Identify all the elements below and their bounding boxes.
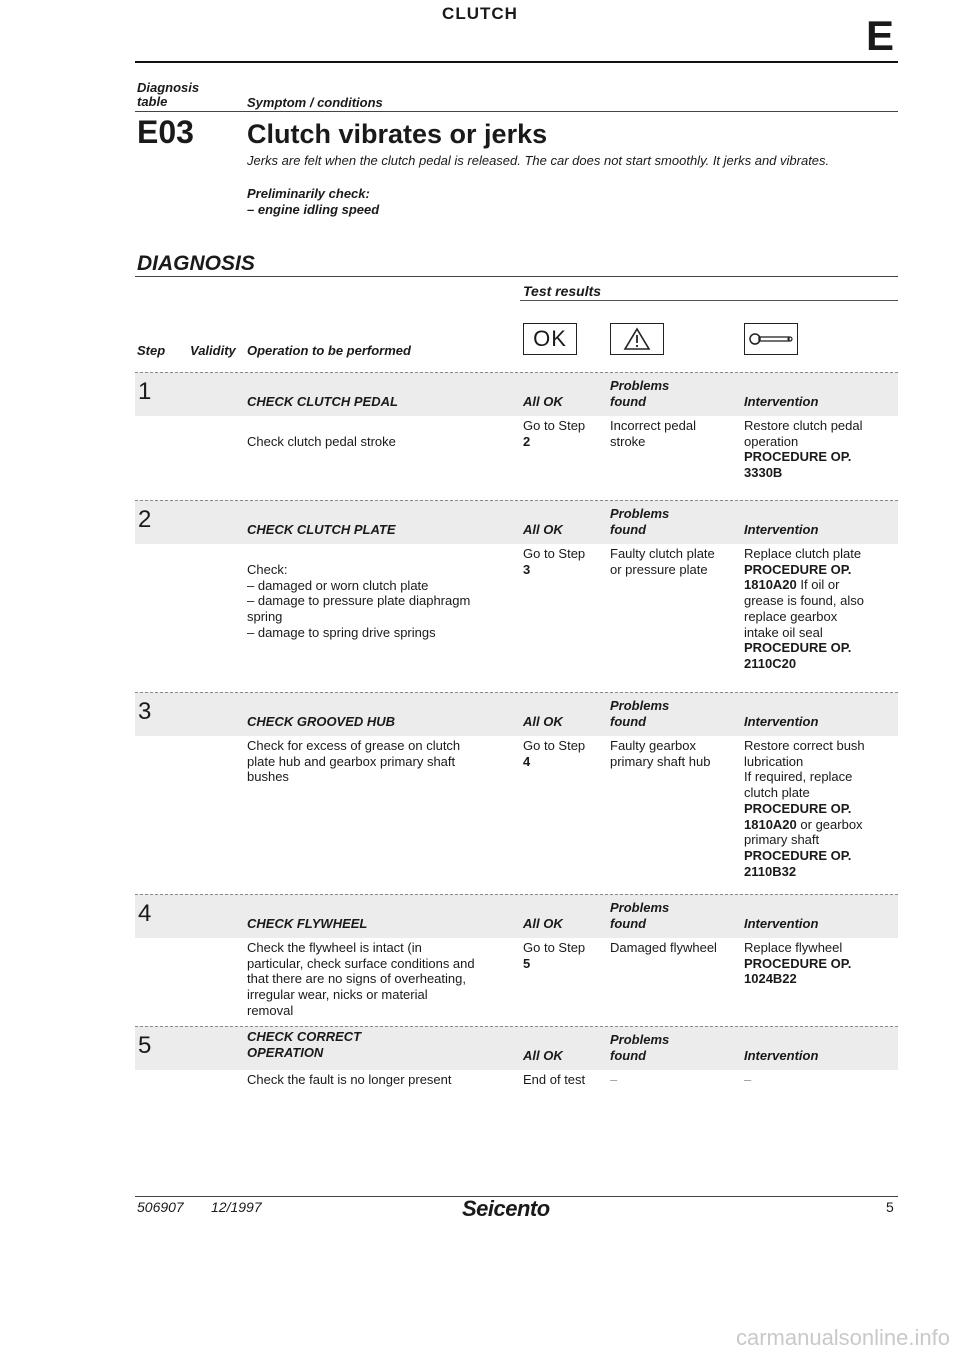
intervention-text: [744, 418, 898, 481]
preliminary-check: Preliminarily check: – engine idling speed: [247, 186, 380, 217]
intervention-part: If oil or grease is found, also replace gearbox intake oil seal: [744, 577, 864, 640]
procedure-ref: PROCEDURE OP. 2110C20: [744, 640, 852, 671]
section-letter: E: [866, 12, 895, 59]
ok-label: OK: [533, 326, 567, 351]
intervention-text: [744, 940, 898, 987]
intervention-text: [744, 1072, 898, 1088]
col-step: Step: [137, 343, 166, 358]
procedure-ref: PROCEDURE OP. 1024B22: [744, 955, 852, 987]
ok-next-step: 5: [523, 955, 531, 971]
ok-result: [523, 1072, 605, 1088]
ok-result: [523, 418, 605, 449]
header-rule: [135, 61, 898, 63]
ok-result-text: Go to Step: [523, 546, 586, 561]
intervention-text: [744, 546, 898, 672]
intervention-label: Intervention: [744, 522, 819, 537]
all-ok-label: All OK: [523, 916, 563, 931]
ok-result-text: Go to Step: [523, 940, 586, 955]
problems-found-label: Problems found: [610, 1032, 670, 1063]
operation-text: Check: – damaged or worn clutch plate – damage to pressure plate diaphragm spring – damage to spring drive springs: [247, 562, 471, 640]
intervention-part: Replace clutch plate: [744, 546, 862, 561]
step-heading: CHECK CLUTCH PEDAL: [247, 394, 398, 409]
symptom-conditions-label: Symptom / conditions: [247, 95, 383, 110]
diagnosis-table-label: Diagnosis table: [137, 80, 200, 109]
problems-found-label: Problems found: [610, 900, 670, 931]
procedure-ref: PROCEDURE OP. 1810A20: [744, 800, 852, 832]
col-operation: Operation to be performed: [247, 343, 411, 358]
test-results-label: Test results: [523, 283, 602, 299]
doc-date: 12/1997: [211, 1199, 262, 1215]
ok-result-text: Go to Step: [523, 418, 586, 433]
procedure-ref: PROCEDURE OP. 2110B32: [744, 847, 852, 879]
step-number: 5: [138, 1032, 152, 1059]
brand-logo: Seicento: [462, 1196, 550, 1221]
ok-next-step: 2: [523, 433, 531, 449]
intervention-label: Intervention: [744, 394, 819, 409]
intervention-part: Restore clutch pedal operation: [744, 418, 863, 449]
fault-description: Jerks are felt when the clutch pedal is released. The car does not start smoothly. It jerks and vibrates.: [247, 153, 830, 168]
ok-result: [523, 546, 605, 577]
problem-text: Damaged flywheel: [610, 940, 717, 955]
intervention-label: Intervention: [744, 916, 819, 931]
page-number: 5: [886, 1199, 894, 1215]
doc-code: 506907: [137, 1199, 184, 1215]
col-validity: Validity: [190, 343, 236, 358]
all-ok-label: All OK: [523, 522, 563, 537]
operation-text: Check for excess of grease on clutch plate hub and gearbox primary shaft bushes: [247, 738, 461, 785]
ok-result-text: End of test: [523, 1072, 586, 1087]
ok-result-text: Go to Step: [523, 738, 586, 753]
step-heading: CHECK CORRECT OPERATION: [247, 1029, 362, 1060]
ok-result: [523, 940, 605, 971]
ok-next-step: 4: [523, 753, 531, 769]
all-ok-label: All OK: [523, 1048, 563, 1063]
operation-text: Check clutch pedal stroke: [247, 434, 396, 449]
problem-text: –: [610, 1072, 618, 1087]
ok-result: [523, 738, 605, 769]
step-heading: CHECK GROOVED HUB: [247, 714, 396, 729]
ok-box-icon: [523, 323, 577, 355]
fault-code: E03: [137, 114, 194, 150]
intervention-label: Intervention: [744, 1048, 819, 1063]
divider: [135, 276, 898, 277]
intervention-part: –: [744, 1072, 752, 1087]
all-ok-label: All OK: [523, 394, 563, 409]
diagnosis-heading: DIAGNOSIS: [137, 252, 255, 275]
step-number: 1: [138, 378, 152, 405]
operation-text: Check the fault is no longer present: [247, 1072, 452, 1087]
fault-title: Clutch vibrates or jerks: [247, 119, 548, 149]
problems-found-label: Problems found: [610, 506, 670, 537]
problems-found-label: Problems found: [610, 378, 670, 409]
intervention-part: Replace flywheel: [744, 940, 843, 955]
operation-text: Check the flywheel is intact (in particular, check surface conditions and that there are no signs of overheating, irregular wear, nicks or material removal: [247, 940, 475, 1018]
all-ok-label: All OK: [523, 714, 563, 729]
problem-text: Faulty gearbox primary shaft hub: [610, 738, 711, 769]
procedure-ref: PROCEDURE OP. 1810A20: [744, 561, 852, 593]
warning-triangle-icon: [610, 323, 664, 355]
step-number: 3: [138, 698, 152, 725]
section-title: CLUTCH: [442, 4, 518, 23]
intervention-text: [744, 738, 898, 879]
procedure-ref: PROCEDURE OP. 3330B: [744, 449, 852, 481]
intervention-part: Restore correct bush lubrication If required, replace clutch plate: [744, 738, 865, 801]
step-number: 2: [138, 506, 152, 533]
ok-next-step: 3: [523, 561, 531, 577]
divider: [135, 111, 898, 112]
problems-found-label: Problems found: [610, 698, 670, 729]
wrench-icon: [744, 323, 798, 355]
watermark: carmanualsonline.info: [735, 1325, 950, 1350]
problem-text: Incorrect pedal stroke: [610, 418, 696, 449]
step-number: 4: [138, 900, 152, 927]
step-heading: CHECK FLYWHEEL: [247, 916, 368, 931]
intervention-part: or gearbox primary shaft: [744, 816, 863, 848]
problem-text: Faulty clutch plate or pressure plate: [610, 546, 715, 577]
divider: [520, 300, 898, 301]
intervention-label: Intervention: [744, 714, 819, 729]
step-heading: CHECK CLUTCH PLATE: [247, 522, 396, 537]
